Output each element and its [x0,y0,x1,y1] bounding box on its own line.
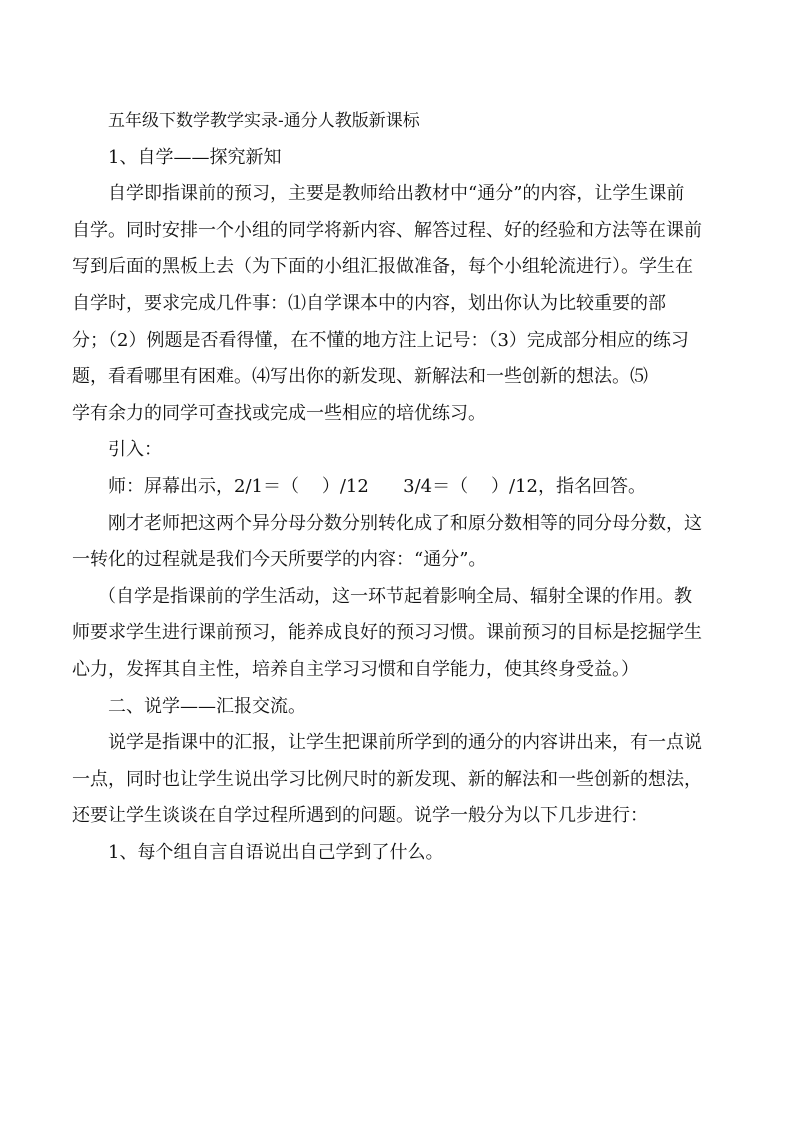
paragraph-line: 分；（2）例题是否看得懂，在不懂的地方注上记号：（3）完成部分相应的练习 [72,329,689,351]
paragraph-line: 说学是指课中的汇报，让学生把课前所学到的通分的内容讲出来，有一点说 [108,732,702,754]
section-heading-self-study: 1、自学——探究新知 [108,146,282,168]
paragraph-line: 一转化的过程就是我们今天所要学的内容：“通分”。 [72,549,487,571]
step-one: 1、每个组自言自语说出自己学到了什么。 [108,841,444,863]
paragraph-line: 心力，发挥其自主性，培养自主学习习惯和自学能力，使其终身受益。） [72,658,639,680]
paragraph-line: 师要求学生进行课前预习，能养成良好的预习习惯。课前预习的目标是挖掘学生 [72,622,702,644]
paragraph-line: 题，看看哪里有困难。⑷写出你的新发现、新解法和一些创新的想法。⑸ [72,366,648,388]
paragraph-line: 还要让学生谈谈在自学过程所遇到的问题。说学一般分为以下几步进行： [72,805,648,827]
document-body [72,103,724,871]
section-heading-report: 二、说学——汇报交流。 [108,695,306,717]
paragraph-conversion [72,506,724,579]
document-title: 五年级下数学教学实录-通分人教版新课标 [108,111,420,131]
paragraph-line: 学有余力的同学可查找或完成一些相应的培优练习。 [72,402,486,424]
paragraph-self-study [72,176,724,432]
paragraph-line: 刚才老师把这两个异分母分数分别转化成了和原分数相等的同分母分数，这 [108,512,702,534]
paragraph-line: （自学是指课前的学生活动，这一环节起着影响全局、辐射全课的作用。教 [98,585,692,607]
paragraph-line: 一点，同时也让学生说出学习比例尺时的新发现、新的解法和一些创新的想法， [72,768,702,790]
teacher-line: 师：屏幕出示，2/1＝（ ）/12 3/4＝（ ）/12，指名回答。 [108,475,646,497]
paragraph-line: 自学。同时安排一个小组的同学将新内容、解答过程、好的经验和方法等在课前 [72,219,702,241]
paragraph-line: 写到后面的黑板上去（为下面的小组汇报做准备，每个小组轮流进行）。学生在 [72,256,693,278]
paragraph-line: 自学时，要求完成几件事：⑴自学课本中的内容，划出你认为比较重要的部 [72,292,666,314]
paragraph-commentary [72,579,724,689]
intro-label: 引入： [108,439,162,461]
paragraph-line: 自学即指课前的预习，主要是教师给出教材中“通分”的内容，让学生课前 [108,183,685,205]
paragraph-report [72,725,724,835]
